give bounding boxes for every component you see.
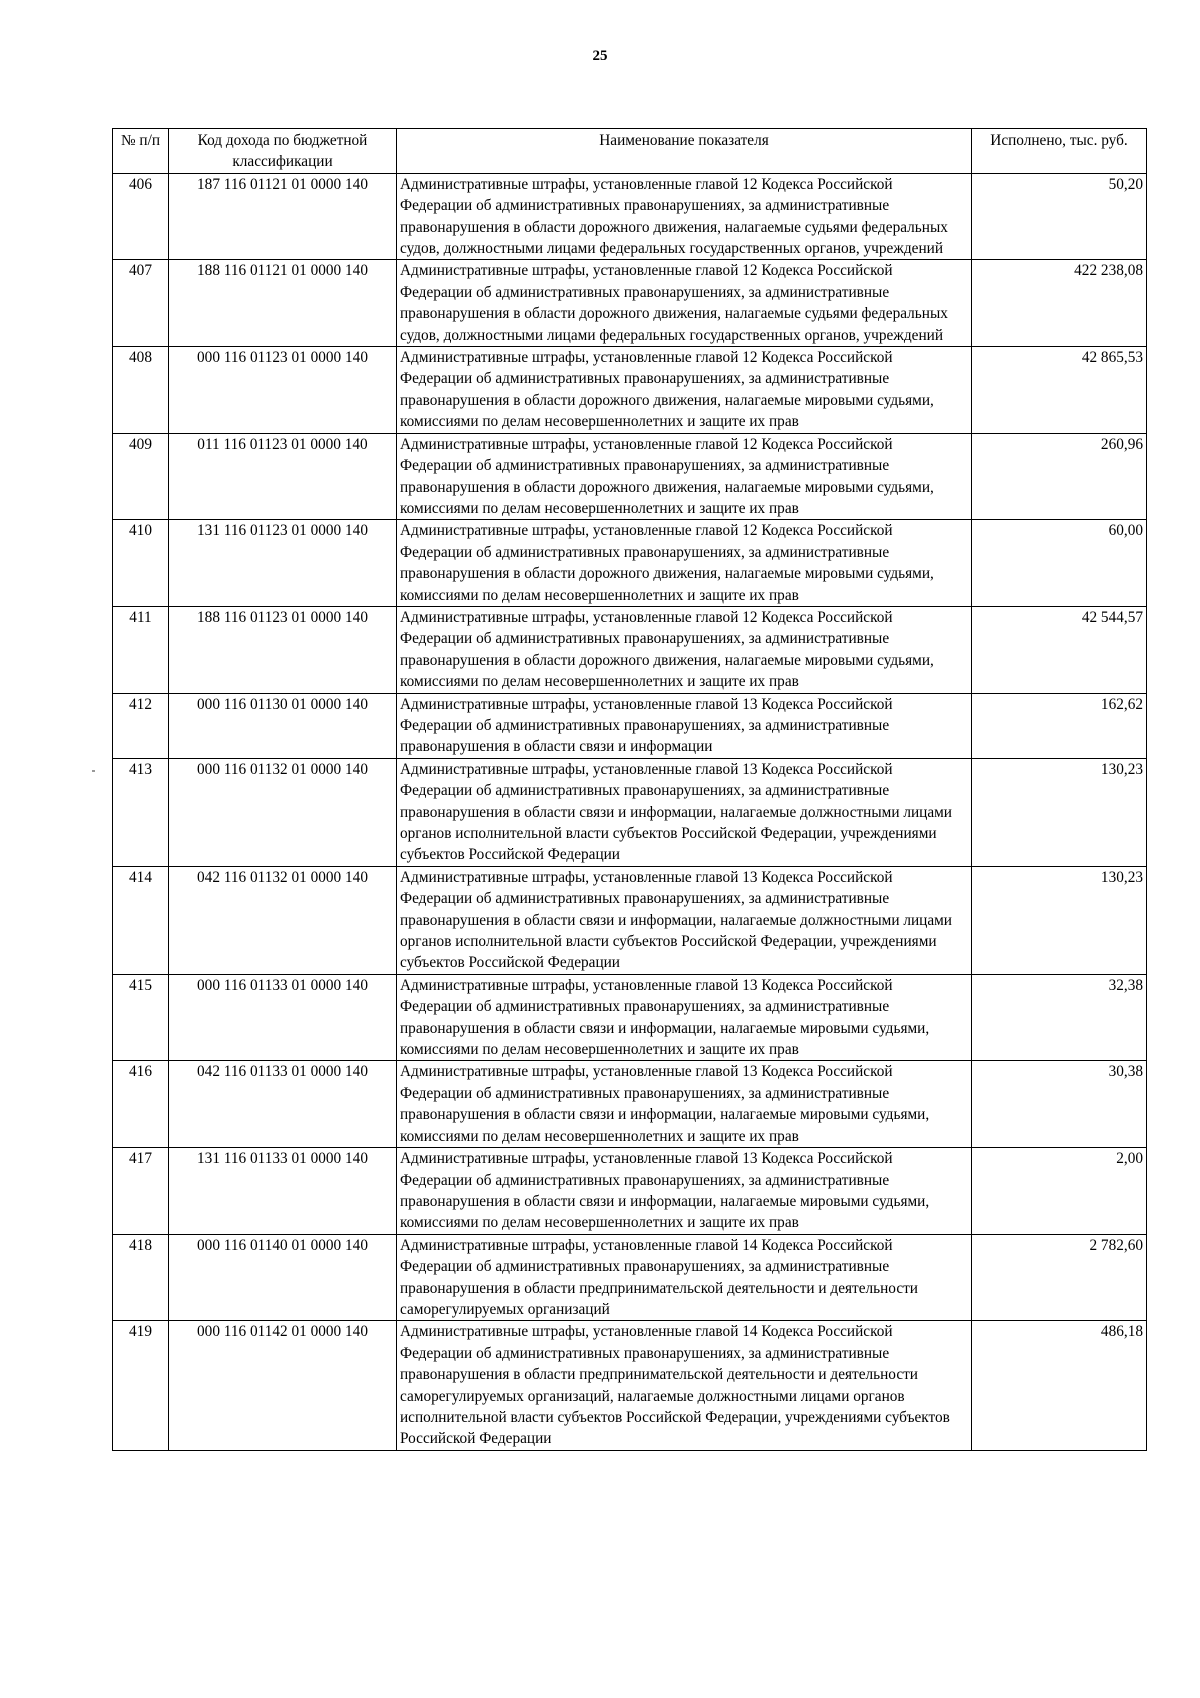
indicator-name-cell: Административные штрафы, установленные главой 14 Кодекса Российской Федерации об административных правонарушениях, за административные правонарушения в области предпринимательской деятельности и деятельности саморегулируемых организаций, налагаемые должностными лицами органов исполнительной власти субъектов Российской Федерации, учреждениями субъектов Российской Федерации <box>397 1321 972 1450</box>
row-number-cell: 416 <box>113 1061 169 1148</box>
executed-amount-cell: 422 238,08 <box>972 260 1147 347</box>
income-code-cell: 011 116 01123 01 0000 140 <box>169 433 397 520</box>
row-number-cell: 415 <box>113 974 169 1061</box>
row-number-cell: 407 <box>113 260 169 347</box>
table-row <box>113 433 1147 520</box>
executed-amount-cell: 60,00 <box>972 520 1147 607</box>
executed-amount-cell: 2 782,60 <box>972 1234 1147 1321</box>
indicator-name-cell: Административные штрафы, установленные главой 12 Кодекса Российской Федерации об административных правонарушениях, за административные правонарушения в области дорожного движения, налагаемые судьями федеральных судов, должностными лицами федеральных государственных органов, учреждений <box>397 260 972 347</box>
table-body <box>113 173 1147 1450</box>
header-executed: Исполнено, тыс. руб. <box>972 129 1147 174</box>
income-code-cell: 000 116 01132 01 0000 140 <box>169 758 397 866</box>
income-code-cell: 131 116 01133 01 0000 140 <box>169 1148 397 1235</box>
row-number-cell: 406 <box>113 173 169 260</box>
executed-amount-cell: 30,38 <box>972 1061 1147 1148</box>
row-number-cell: 409 <box>113 433 169 520</box>
row-number-cell: 417 <box>113 1148 169 1235</box>
income-code-cell: 188 116 01121 01 0000 140 <box>169 260 397 347</box>
table-row <box>113 347 1147 434</box>
page-number: 25 <box>592 48 608 64</box>
executed-amount-cell: 42 865,53 <box>972 347 1147 434</box>
row-number-cell: 418 <box>113 1234 169 1321</box>
table-row <box>113 693 1147 758</box>
income-code-cell: 042 116 01132 01 0000 140 <box>169 866 397 974</box>
row-number-cell: 411 <box>113 606 169 693</box>
row-number-cell: 413 <box>113 758 169 866</box>
row-number-cell: 414 <box>113 866 169 974</box>
indicator-name-cell: Административные штрафы, установленные главой 12 Кодекса Российской Федерации об административных правонарушениях, за административные правонарушения в области дорожного движения, налагаемые судьями федеральных судов, должностными лицами федеральных государственных органов, учреждений <box>397 173 972 260</box>
executed-amount-cell: 130,23 <box>972 758 1147 866</box>
row-number-cell: 412 <box>113 693 169 758</box>
table-row <box>113 260 1147 347</box>
table-row <box>113 974 1147 1061</box>
indicator-name-cell: Административные штрафы, установленные главой 13 Кодекса Российской Федерации об административных правонарушениях, за административные правонарушения в области связи и информации, налагаемые мировыми судьями, комиссиями по делам несовершеннолетних и защите их прав <box>397 974 972 1061</box>
row-number-cell: 408 <box>113 347 169 434</box>
table-row <box>113 606 1147 693</box>
executed-amount-cell: 162,62 <box>972 693 1147 758</box>
indicator-name-cell: Административные штрафы, установленные главой 12 Кодекса Российской Федерации об административных правонарушениях, за административные правонарушения в области дорожного движения, налагаемые мировыми судьями, комиссиями по делам несовершеннолетних и защите их прав <box>397 520 972 607</box>
table-row <box>113 1234 1147 1321</box>
header-name: Наименование показателя <box>397 129 972 174</box>
indicator-name-cell: Административные штрафы, установленные главой 14 Кодекса Российской Федерации об административных правонарушениях, за административные правонарушения в области предпринимательской деятельности и деятельности саморегулируемых организаций <box>397 1234 972 1321</box>
income-code-cell: 000 116 01133 01 0000 140 <box>169 974 397 1061</box>
indicator-name-cell: Административные штрафы, установленные главой 13 Кодекса Российской Федерации об административных правонарушениях, за административные правонарушения в области связи и информации, налагаемые мировыми судьями, комиссиями по делам несовершеннолетних и защите их прав <box>397 1148 972 1235</box>
indicator-name-cell: Административные штрафы, установленные главой 12 Кодекса Российской Федерации об административных правонарушениях, за административные правонарушения в области дорожного движения, налагаемые мировыми судьями, комиссиями по делам несовершеннолетних и защите их прав <box>397 433 972 520</box>
table-row <box>113 758 1147 866</box>
executed-amount-cell: 2,00 <box>972 1148 1147 1235</box>
executed-amount-cell: 260,96 <box>972 433 1147 520</box>
row-number-cell: 419 <box>113 1321 169 1450</box>
table-row <box>113 1148 1147 1235</box>
revenue-table <box>112 128 1147 1451</box>
income-code-cell: 131 116 01123 01 0000 140 <box>169 520 397 607</box>
executed-amount-cell: 50,20 <box>972 173 1147 260</box>
table-header <box>113 129 1147 174</box>
header-code: Код дохода по бюджетной классификации <box>169 129 397 174</box>
header-number: № п/п <box>113 129 169 174</box>
table-row <box>113 173 1147 260</box>
executed-amount-cell: 130,23 <box>972 866 1147 974</box>
executed-amount-cell: 486,18 <box>972 1321 1147 1450</box>
table-row <box>113 520 1147 607</box>
income-code-cell: 188 116 01123 01 0000 140 <box>169 606 397 693</box>
income-code-cell: 000 116 01130 01 0000 140 <box>169 693 397 758</box>
income-code-cell: 000 116 01142 01 0000 140 <box>169 1321 397 1450</box>
income-code-cell: 187 116 01121 01 0000 140 <box>169 173 397 260</box>
indicator-name-cell: Административные штрафы, установленные главой 12 Кодекса Российской Федерации об административных правонарушениях, за административные правонарушения в области дорожного движения, налагаемые мировыми судьями, комиссиями по делам несовершеннолетних и защите их прав <box>397 606 972 693</box>
scan-mark <box>92 770 95 772</box>
executed-amount-cell: 42 544,57 <box>972 606 1147 693</box>
row-number-cell: 410 <box>113 520 169 607</box>
indicator-name-cell: Административные штрафы, установленные главой 13 Кодекса Российской Федерации об административных правонарушениях, за административные правонарушения в области связи и информации, налагаемые мировыми судьями, комиссиями по делам несовершеннолетних и защите их прав <box>397 1061 972 1148</box>
table-row <box>113 866 1147 974</box>
table-row <box>113 1321 1147 1450</box>
income-code-cell: 000 116 01123 01 0000 140 <box>169 347 397 434</box>
executed-amount-cell: 32,38 <box>972 974 1147 1061</box>
income-code-cell: 000 116 01140 01 0000 140 <box>169 1234 397 1321</box>
indicator-name-cell: Административные штрафы, установленные главой 13 Кодекса Российской Федерации об административных правонарушениях, за административные правонарушения в области связи и информации, налагаемые должностными лицами органов исполнительной власти субъектов Российской Федерации, учреждениями субъектов Российской Федерации <box>397 866 972 974</box>
indicator-name-cell: Административные штрафы, установленные главой 13 Кодекса Российской Федерации об административных правонарушениях, за административные правонарушения в области связи и информации <box>397 693 972 758</box>
table-row <box>113 1061 1147 1148</box>
indicator-name-cell: Административные штрафы, установленные главой 13 Кодекса Российской Федерации об административных правонарушениях, за административные правонарушения в области связи и информации, налагаемые должностными лицами органов исполнительной власти субъектов Российской Федерации, учреждениями субъектов Российской Федерации <box>397 758 972 866</box>
income-code-cell: 042 116 01133 01 0000 140 <box>169 1061 397 1148</box>
indicator-name-cell: Административные штрафы, установленные главой 12 Кодекса Российской Федерации об административных правонарушениях, за административные правонарушения в области дорожного движения, налагаемые мировыми судьями, комиссиями по делам несовершеннолетних и защите их прав <box>397 347 972 434</box>
